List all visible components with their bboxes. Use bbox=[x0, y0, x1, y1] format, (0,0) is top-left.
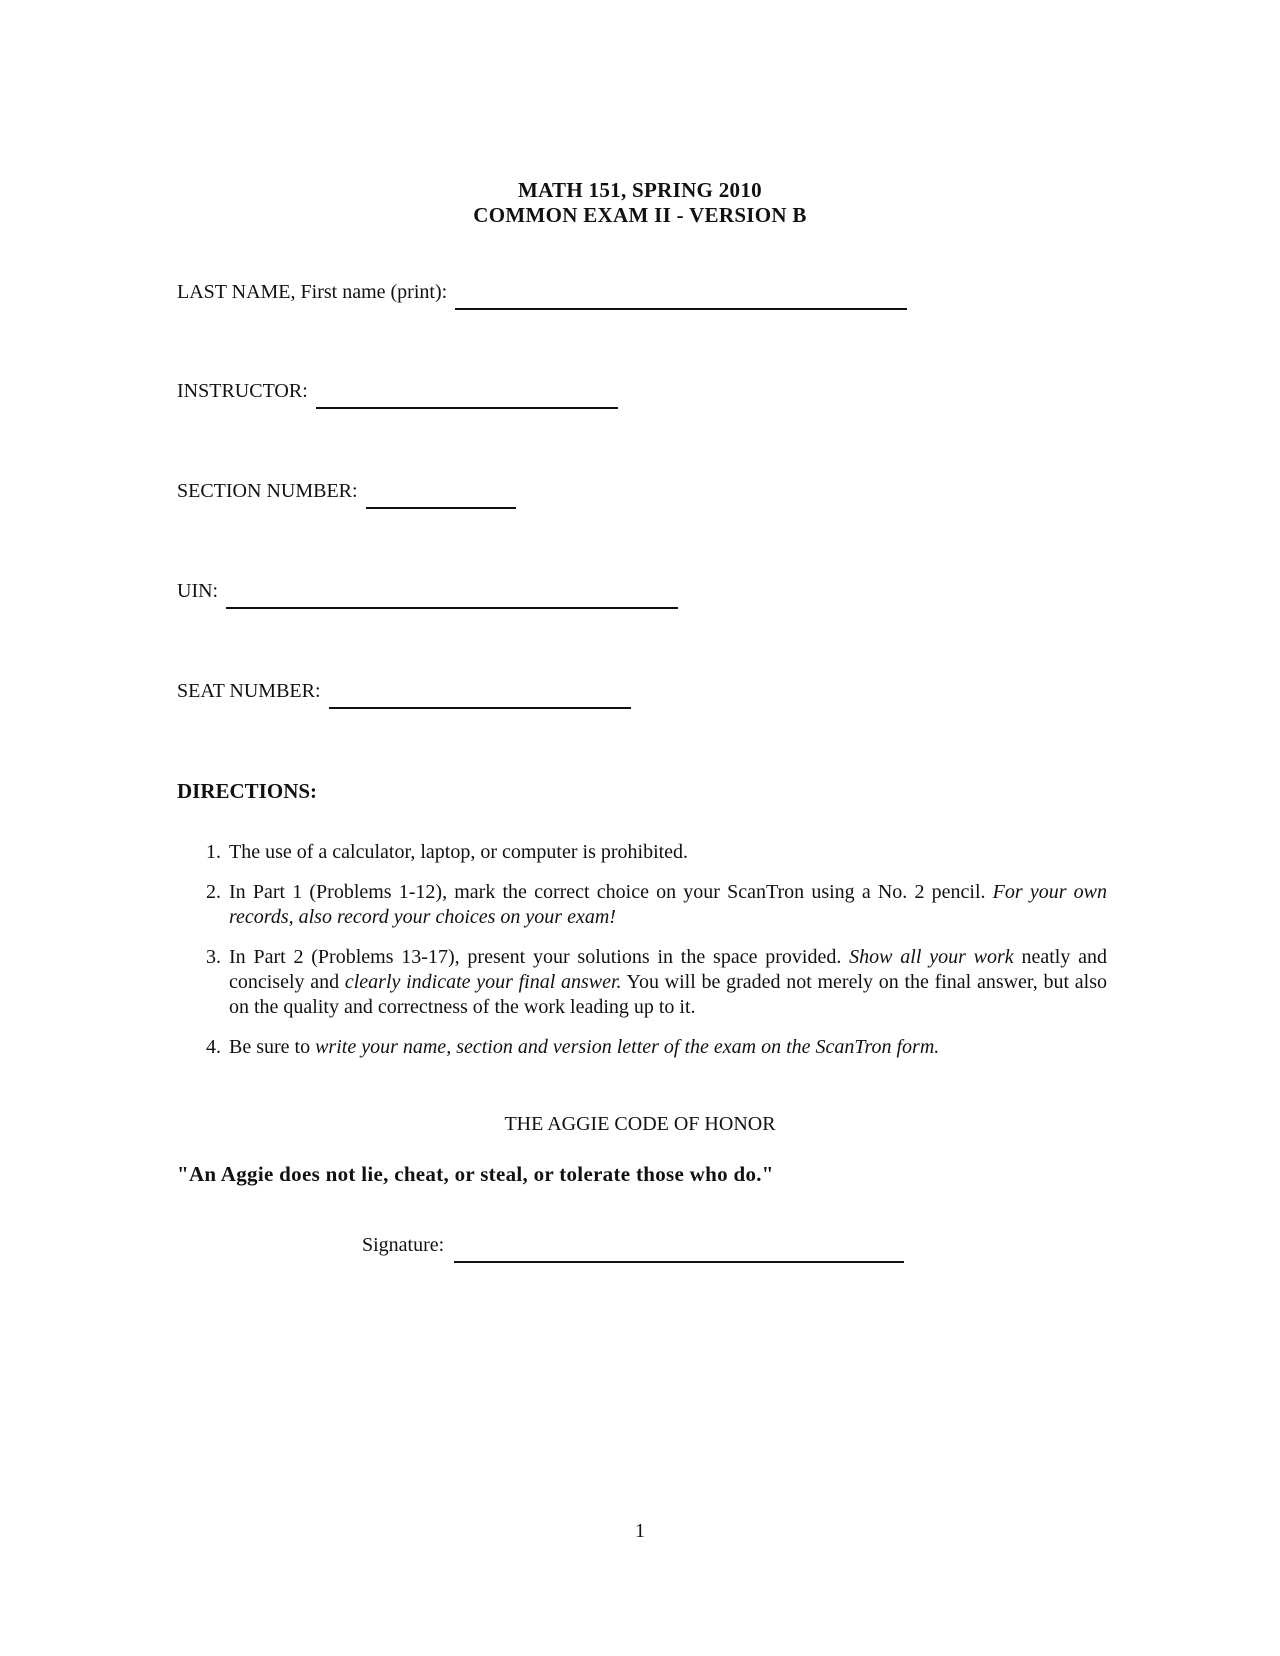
signature-field bbox=[362, 1234, 904, 1257]
direction-number: 1. bbox=[206, 841, 221, 863]
uin-field bbox=[177, 580, 678, 603]
direction-text-part: The use of a calculator, laptop, or computer is prohibited. bbox=[229, 841, 689, 863]
section-blank-line[interactable] bbox=[366, 489, 516, 509]
direction-item bbox=[177, 840, 1107, 865]
direction-number: 2. bbox=[206, 881, 221, 903]
directions-heading: DIRECTIONS: bbox=[177, 779, 318, 803]
directions-list bbox=[177, 840, 1107, 1075]
seat-field bbox=[177, 680, 631, 703]
direction-text-part: In Part 1 (Problems 1-12), mark the correct choice on your ScanTron using a No. 2 pencil. bbox=[229, 881, 993, 903]
direction-text-emphasis: write your name, section and version letter of the exam on the ScanTron form. bbox=[315, 1036, 940, 1058]
direction-text-part: Be sure to bbox=[229, 1036, 316, 1058]
direction-text-emphasis: Show all your work bbox=[849, 946, 1014, 968]
uin-blank-line[interactable] bbox=[226, 589, 678, 609]
direction-text-emphasis: clearly indicate your final answer. bbox=[344, 971, 622, 993]
page-number: 1 bbox=[635, 1520, 645, 1542]
direction-number: 4. bbox=[206, 1036, 221, 1058]
signature-blank-line[interactable] bbox=[454, 1243, 904, 1263]
direction-text bbox=[229, 880, 1107, 930]
signature-label: Signature: bbox=[362, 1234, 445, 1256]
direction-text-part: You will be graded not merely on the final answer, but also on the quality and correctness of the work leading up to it. bbox=[229, 971, 1107, 1018]
direction-text-part: neatly and concisely and bbox=[229, 946, 1107, 993]
direction-text-emphasis: For your own records, also record your choices on your exam! bbox=[229, 881, 1108, 928]
name-blank-line[interactable] bbox=[455, 290, 907, 310]
name-field bbox=[177, 281, 907, 304]
honor-code-quote: "An Aggie does not lie, cheat, or steal, or tolerate those who do." bbox=[177, 1162, 774, 1186]
section-field bbox=[177, 480, 516, 503]
course-title: MATH 151, SPRING 2010 bbox=[518, 178, 762, 202]
direction-item bbox=[177, 945, 1107, 1020]
exam-header bbox=[0, 178, 1280, 228]
honor-code-title: THE AGGIE CODE OF HONOR bbox=[504, 1113, 776, 1135]
instructor-label: INSTRUCTOR: bbox=[177, 380, 308, 402]
direction-number: 3. bbox=[206, 946, 221, 968]
instructor-field bbox=[177, 380, 618, 403]
uin-label: UIN: bbox=[177, 580, 219, 602]
seat-label: SEAT NUMBER: bbox=[177, 680, 321, 702]
direction-text bbox=[229, 1035, 1107, 1060]
name-label: LAST NAME, First name (print): bbox=[177, 281, 448, 303]
seat-blank-line[interactable] bbox=[329, 689, 631, 709]
section-label: SECTION NUMBER: bbox=[177, 480, 358, 502]
direction-text bbox=[229, 945, 1107, 1020]
exam-version-title: COMMON EXAM II - VERSION B bbox=[473, 203, 807, 227]
direction-item bbox=[177, 880, 1107, 930]
direction-text-part: In Part 2 (Problems 13-17), present your solutions in the space provided. bbox=[229, 946, 850, 968]
direction-text bbox=[229, 840, 1107, 865]
direction-item bbox=[177, 1035, 1107, 1060]
instructor-blank-line[interactable] bbox=[316, 389, 618, 409]
